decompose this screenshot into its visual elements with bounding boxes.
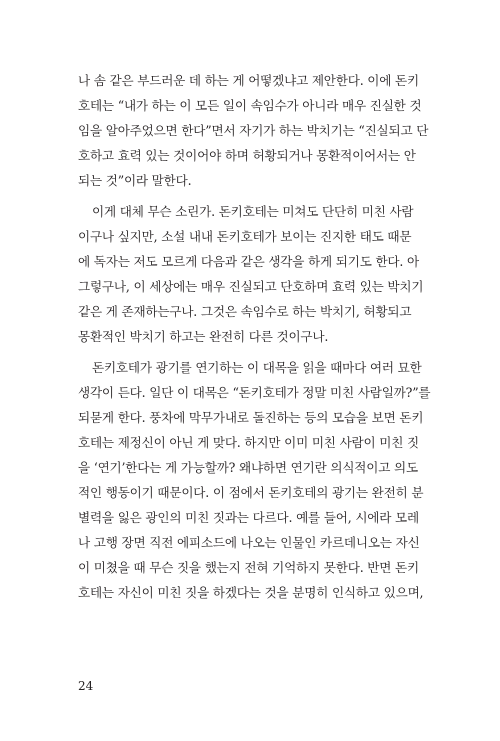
text-line: 에 독자는 저도 모르게 다음과 같은 생각을 하게 되기도 한다. 아 [78, 254, 419, 269]
text-line: 돈키호테가 광기를 연기하는 이 대목을 읽을 때마다 여러 묘한 [92, 360, 422, 375]
text-line: 나 고행 장면 직전 에피소드에 나오는 인물인 카르데니오는 자신 [78, 535, 420, 550]
text-line: 되묻게 한다. 풍차에 막무가내로 돌진하는 등의 모습을 보면 돈키 [78, 410, 424, 425]
text-line: 나 솜 같은 부드러운 데 하는 게 어떻겠냐고 제안한다. 이에 돈키 [78, 73, 419, 88]
text-line: 이게 대체 무슨 소린가. 돈키호테는 미쳐도 단단히 미친 사람 [92, 204, 414, 219]
text-line: 호테는 “내가 하는 이 모든 일이 속임수가 아니라 매우 진실한 것 [78, 98, 422, 113]
text-line: 별력을 잃은 광인의 미친 짓과는 다르다. 예를 들어, 시에라 모레 [78, 510, 419, 525]
text-line: 을 ‘연기’한다는 게 가능할까? 왜냐하면 연기란 의식적이고 의도 [78, 460, 418, 475]
page-number: 24 [78, 679, 94, 693]
text-line: 같은 게 존재하는구나. 그것은 속임수로 하는 박치기, 허황되고 [78, 304, 412, 319]
text-line: 임을 알아주었으면 한다”면서 자기가 하는 박치기는 “진실되고 단 [78, 123, 429, 138]
text-line: 호테는 제정신이 아닌 게 맞다. 하지만 이미 미친 사람이 미친 짓 [78, 435, 419, 450]
text-line: 되는 것”이라 말한다. [78, 173, 192, 188]
text-line: 적인 행동이기 때문이다. 이 점에서 돈키호테의 광기는 완전히 분 [78, 485, 424, 500]
text-line: 호테는 자신이 미친 짓을 하겠다는 것을 분명히 인식하고 있으며, [78, 585, 424, 600]
text-line: 몽환적인 박치기 하고는 완전히 다른 것이구나. [78, 329, 329, 344]
text-line: 이 미쳤을 때 무슨 짓을 했는지 전혀 기억하지 못한다. 반면 돈키 [78, 560, 419, 575]
text-line: 호하고 효력 있는 것이어야 하며 허황되거나 몽환적이어서는 안 [78, 148, 416, 163]
text-line: 그렇구나, 이 세상에는 매우 진실되고 단호하며 효력 있는 박치기 [78, 279, 424, 294]
text-line: 생각이 든다. 일단 이 대목은 “돈키호테가 정말 미친 사람일까?”를 [78, 385, 431, 400]
text-line: 이구나 싶지만, 소설 내내 돈키호테가 보이는 진지한 태도 때문 [78, 229, 412, 244]
